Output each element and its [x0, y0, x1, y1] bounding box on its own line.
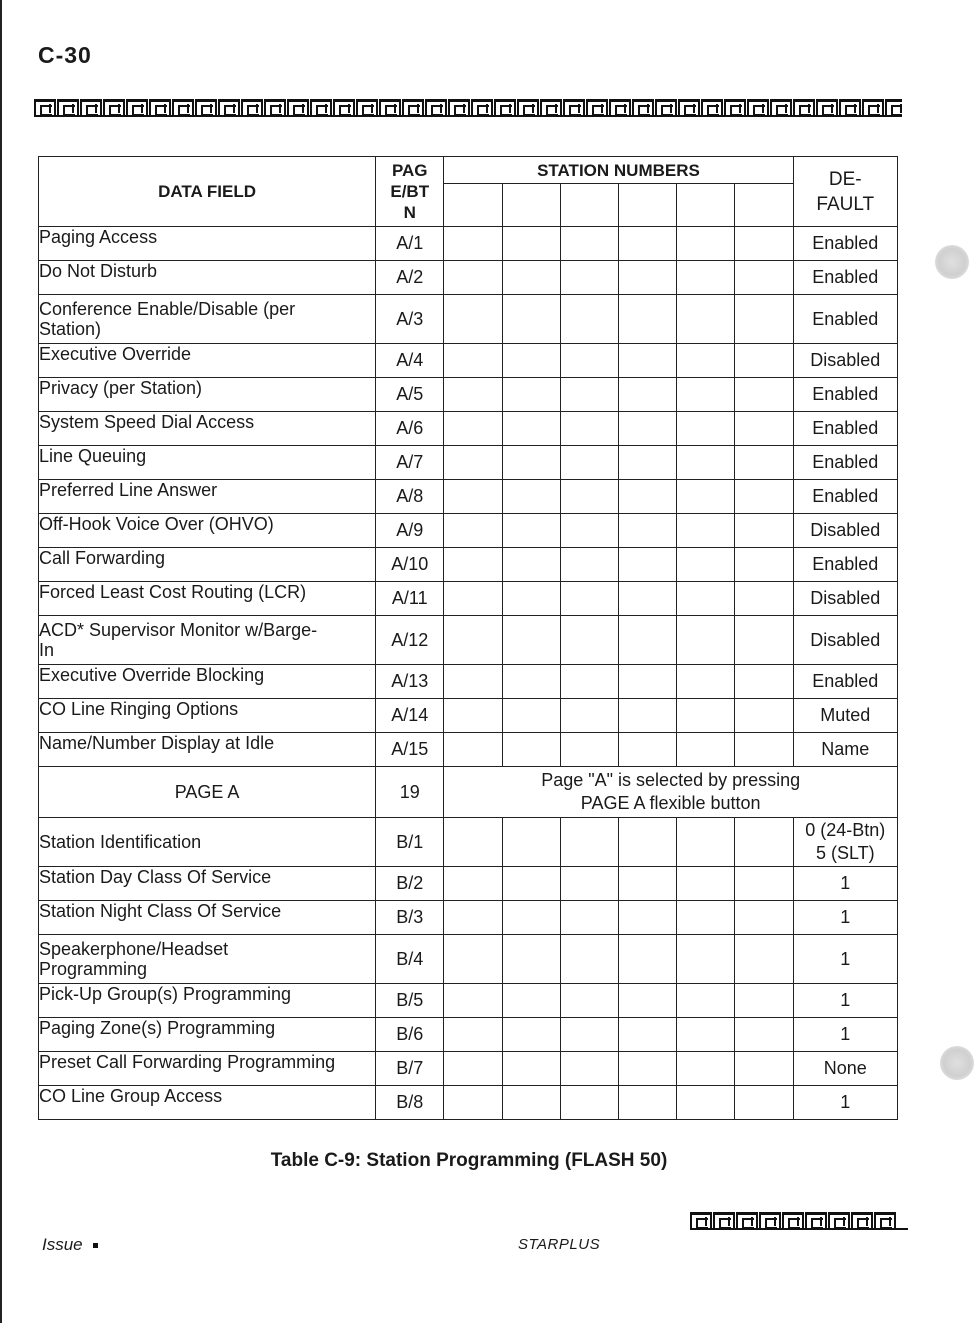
- station-entry-cell[interactable]: [735, 514, 793, 548]
- default-value-cell: Enabled: [793, 295, 897, 344]
- station-entry-cell[interactable]: [677, 227, 735, 261]
- table-row: [39, 480, 898, 514]
- data-field-cell: Speakerphone/Headset Programming: [39, 935, 376, 984]
- page-button-cell: B/5: [376, 984, 444, 1018]
- table-row: [39, 1052, 898, 1086]
- station-entry-cell[interactable]: [618, 261, 676, 295]
- page-button-cell: A/6: [376, 412, 444, 446]
- station-entry-cell[interactable]: [677, 548, 735, 582]
- data-field-cell: Paging Zone(s) Programming: [39, 1018, 376, 1052]
- station-entry-cell[interactable]: [735, 984, 793, 1018]
- station-entry-cell[interactable]: [677, 616, 735, 665]
- data-field-cell: Name/Number Display at Idle: [39, 733, 376, 767]
- station-entry-cell[interactable]: [560, 665, 618, 699]
- station-entry-cell[interactable]: [618, 984, 676, 1018]
- station-entry-cell[interactable]: [502, 480, 560, 514]
- station-entry-cell[interactable]: [502, 227, 560, 261]
- table-row: [39, 344, 898, 378]
- station-entry-cell[interactable]: [560, 733, 618, 767]
- station-entry-cell[interactable]: [444, 548, 502, 582]
- station-entry-cell[interactable]: [618, 480, 676, 514]
- page-button-cell: B/1: [376, 818, 444, 867]
- station-entry-cell[interactable]: [560, 227, 618, 261]
- station-entry-cell[interactable]: [735, 901, 793, 935]
- station-entry-cell[interactable]: [677, 818, 735, 867]
- table-row: [39, 295, 898, 344]
- default-value-cell: Enabled: [793, 412, 897, 446]
- station-entry-cell[interactable]: [677, 935, 735, 984]
- data-field-cell: Call Forwarding: [39, 548, 376, 582]
- station-entry-cell[interactable]: [502, 665, 560, 699]
- default-value-cell: 1: [793, 901, 897, 935]
- station-entry-cell[interactable]: [735, 1018, 793, 1052]
- station-entry-cell[interactable]: [618, 665, 676, 699]
- data-field-cell: Preset Call Forwarding Programming: [39, 1052, 376, 1086]
- station-entry-cell[interactable]: [502, 1018, 560, 1052]
- page-button-cell: A/1: [376, 227, 444, 261]
- station-entry-cell[interactable]: [560, 901, 618, 935]
- station-entry-cell[interactable]: [618, 227, 676, 261]
- page-button-cell: B/4: [376, 935, 444, 984]
- table-row: [39, 378, 898, 412]
- default-value-cell: 1: [793, 867, 897, 901]
- page-button-cell: B/6: [376, 1018, 444, 1052]
- station-entry-cell[interactable]: [502, 548, 560, 582]
- station-entry-cell[interactable]: [618, 818, 676, 867]
- table-row: [39, 446, 898, 480]
- station-entry-cell[interactable]: [677, 480, 735, 514]
- default-value-cell: 1: [793, 935, 897, 984]
- station-entry-cell[interactable]: [560, 548, 618, 582]
- table-row: [39, 514, 898, 548]
- station-entry-cell[interactable]: [677, 344, 735, 378]
- data-field-cell: Pick-Up Group(s) Programming: [39, 984, 376, 1018]
- page-button-cell: A/14: [376, 699, 444, 733]
- station-entry-cell[interactable]: [560, 378, 618, 412]
- station-entry-cell[interactable]: [735, 733, 793, 767]
- station-entry-cell[interactable]: [444, 514, 502, 548]
- data-field-cell: ACD* Supervisor Monitor w/Barge- In: [39, 616, 376, 665]
- station-number-cell[interactable]: [444, 184, 502, 227]
- page-button-cell: A/13: [376, 665, 444, 699]
- page-button-cell: A/4: [376, 344, 444, 378]
- station-entry-cell[interactable]: [502, 1086, 560, 1120]
- station-entry-cell[interactable]: [677, 1052, 735, 1086]
- station-entry-cell[interactable]: [677, 446, 735, 480]
- station-entry-cell[interactable]: [444, 1018, 502, 1052]
- station-entry-cell[interactable]: [618, 867, 676, 901]
- data-field-cell: Conference Enable/Disable (per Station): [39, 295, 376, 344]
- station-entry-cell[interactable]: [444, 480, 502, 514]
- page-a-label: PAGE A: [39, 767, 376, 818]
- station-entry-cell[interactable]: [444, 1086, 502, 1120]
- table-row: [39, 548, 898, 582]
- station-entry-cell[interactable]: [735, 412, 793, 446]
- station-entry-cell[interactable]: [618, 699, 676, 733]
- station-entry-cell[interactable]: [618, 514, 676, 548]
- station-entry-cell[interactable]: [444, 582, 502, 616]
- default-value-cell: Enabled: [793, 446, 897, 480]
- default-value-cell: Enabled: [793, 227, 897, 261]
- default-value-cell: Enabled: [793, 548, 897, 582]
- station-entry-cell[interactable]: [444, 227, 502, 261]
- page-button-cell: A/10: [376, 548, 444, 582]
- station-entry-cell[interactable]: [735, 582, 793, 616]
- station-entry-cell[interactable]: [618, 1086, 676, 1120]
- table-row: [39, 582, 898, 616]
- station-entry-cell[interactable]: [502, 446, 560, 480]
- station-entry-cell[interactable]: [677, 1018, 735, 1052]
- greek-key-border-bottom-icon: [690, 1212, 908, 1230]
- station-entry-cell[interactable]: [502, 616, 560, 665]
- station-entry-cell[interactable]: [444, 446, 502, 480]
- station-entry-cell[interactable]: [502, 733, 560, 767]
- station-entry-cell[interactable]: [502, 344, 560, 378]
- station-programming-table: [38, 156, 898, 1120]
- station-entry-cell[interactable]: [735, 548, 793, 582]
- station-entry-cell[interactable]: [444, 665, 502, 699]
- station-entry-cell[interactable]: [677, 582, 735, 616]
- station-entry-cell[interactable]: [444, 867, 502, 901]
- station-entry-cell[interactable]: [618, 378, 676, 412]
- default-value-cell: 1: [793, 1086, 897, 1120]
- station-number-cell[interactable]: [560, 184, 618, 227]
- station-entry-cell[interactable]: [735, 295, 793, 344]
- station-entry-cell[interactable]: [560, 818, 618, 867]
- default-value-cell: Disabled: [793, 344, 897, 378]
- greek-key-baseline: [34, 115, 902, 117]
- table-row: [39, 261, 898, 295]
- table-row: [39, 665, 898, 699]
- station-entry-cell[interactable]: [677, 378, 735, 412]
- greek-key-baseline: [690, 1228, 908, 1230]
- default-value-cell: 1: [793, 1018, 897, 1052]
- station-entry-cell[interactable]: [502, 901, 560, 935]
- default-value-cell: Disabled: [793, 514, 897, 548]
- default-value-cell: Disabled: [793, 582, 897, 616]
- data-field-cell: Station Day Class Of Service: [39, 867, 376, 901]
- station-entry-cell[interactable]: [677, 412, 735, 446]
- station-entry-cell[interactable]: [618, 733, 676, 767]
- data-field-cell: CO Line Group Access: [39, 1086, 376, 1120]
- footer-product-name: STARPLUS: [518, 1236, 601, 1253]
- station-entry-cell[interactable]: [618, 548, 676, 582]
- header-page-button: PAG E/BT N: [376, 157, 444, 227]
- default-value-cell: Enabled: [793, 261, 897, 295]
- station-entry-cell[interactable]: [618, 582, 676, 616]
- page-button-cell: A/11: [376, 582, 444, 616]
- station-entry-cell[interactable]: [677, 867, 735, 901]
- station-entry-cell[interactable]: [502, 582, 560, 616]
- station-entry-cell[interactable]: [677, 733, 735, 767]
- binder-hole-icon: [940, 1046, 974, 1080]
- station-entry-cell[interactable]: [444, 935, 502, 984]
- page-a-row: [39, 767, 898, 818]
- station-number-cell[interactable]: [677, 184, 735, 227]
- station-entry-cell[interactable]: [560, 867, 618, 901]
- page-button-cell: A/3: [376, 295, 444, 344]
- data-field-cell: Executive Override Blocking: [39, 665, 376, 699]
- page-left-edge-rule: [0, 0, 2, 1323]
- greek-key-border-top-icon: [34, 99, 902, 117]
- table-row: [39, 227, 898, 261]
- station-entry-cell[interactable]: [677, 295, 735, 344]
- table-row: [39, 616, 898, 665]
- table-row: [39, 984, 898, 1018]
- station-entry-cell[interactable]: [502, 1052, 560, 1086]
- station-entry-cell[interactable]: [560, 446, 618, 480]
- data-field-cell: Do Not Disturb: [39, 261, 376, 295]
- table-row: [39, 733, 898, 767]
- station-entry-cell[interactable]: [560, 480, 618, 514]
- default-value-cell: Enabled: [793, 378, 897, 412]
- station-entry-cell[interactable]: [618, 1052, 676, 1086]
- table-caption: Table C-9: Station Programming (FLASH 50): [270, 1150, 668, 1171]
- station-entry-cell[interactable]: [502, 935, 560, 984]
- header-station-numbers: STATION NUMBERS: [444, 157, 793, 184]
- page-button-cell: B/8: [376, 1086, 444, 1120]
- station-entry-cell[interactable]: [735, 699, 793, 733]
- header-default: DE- FAULT: [793, 157, 897, 227]
- table-row: [39, 412, 898, 446]
- station-entry-cell[interactable]: [618, 935, 676, 984]
- default-value-cell: Enabled: [793, 665, 897, 699]
- page-button-cell: A/8: [376, 480, 444, 514]
- binder-hole-icon: [935, 245, 969, 279]
- station-entry-cell[interactable]: [735, 935, 793, 984]
- data-field-cell: Preferred Line Answer: [39, 480, 376, 514]
- station-number-cell[interactable]: [735, 184, 793, 227]
- table-row: [39, 867, 898, 901]
- station-entry-cell[interactable]: [444, 616, 502, 665]
- page-number: C-30: [38, 42, 92, 68]
- table-row: [39, 1018, 898, 1052]
- station-entry-cell[interactable]: [618, 446, 676, 480]
- station-entry-cell[interactable]: [618, 295, 676, 344]
- station-entry-cell[interactable]: [502, 295, 560, 344]
- table-row: [39, 699, 898, 733]
- default-value-cell: Disabled: [793, 616, 897, 665]
- header-data-field: DATA FIELD: [39, 157, 376, 227]
- station-entry-cell[interactable]: [560, 344, 618, 378]
- station-entry-cell[interactable]: [444, 818, 502, 867]
- station-entry-cell[interactable]: [677, 261, 735, 295]
- table-row: [39, 935, 898, 984]
- station-entry-cell[interactable]: [677, 514, 735, 548]
- default-value-cell: Muted: [793, 699, 897, 733]
- page-a-note: Page "A" is selected by pressing PAGE A flexible button: [444, 767, 898, 818]
- station-entry-cell[interactable]: [560, 582, 618, 616]
- station-entry-cell[interactable]: [444, 261, 502, 295]
- station-entry-cell[interactable]: [502, 699, 560, 733]
- page-button-cell: A/5: [376, 378, 444, 412]
- data-field-cell: System Speed Dial Access: [39, 412, 376, 446]
- station-entry-cell[interactable]: [560, 984, 618, 1018]
- data-field-cell: Forced Least Cost Routing (LCR): [39, 582, 376, 616]
- table-row: [39, 901, 898, 935]
- footer-issue: [42, 1235, 98, 1255]
- default-value-cell: None: [793, 1052, 897, 1086]
- table-row: [39, 818, 898, 867]
- station-entry-cell[interactable]: [735, 378, 793, 412]
- data-field-cell: Paging Access: [39, 227, 376, 261]
- station-entry-cell[interactable]: [560, 616, 618, 665]
- station-entry-cell[interactable]: [444, 1052, 502, 1086]
- data-field-cell: Privacy (per Station): [39, 378, 376, 412]
- station-entry-cell[interactable]: [735, 344, 793, 378]
- page-a-button-number: 19: [376, 767, 444, 818]
- default-value-cell: Enabled: [793, 480, 897, 514]
- station-number-cell[interactable]: [618, 184, 676, 227]
- station-entry-cell[interactable]: [560, 1052, 618, 1086]
- station-entry-cell[interactable]: [618, 344, 676, 378]
- station-entry-cell[interactable]: [735, 1052, 793, 1086]
- station-entry-cell[interactable]: [444, 699, 502, 733]
- station-entry-cell[interactable]: [735, 480, 793, 514]
- data-field-cell: CO Line Ringing Options: [39, 699, 376, 733]
- station-entry-cell[interactable]: [560, 295, 618, 344]
- data-field-cell: Station Night Class Of Service: [39, 901, 376, 935]
- station-entry-cell[interactable]: [444, 295, 502, 344]
- station-entry-cell[interactable]: [735, 446, 793, 480]
- station-entry-cell[interactable]: [735, 818, 793, 867]
- station-entry-cell[interactable]: [502, 984, 560, 1018]
- data-field-cell: Executive Override: [39, 344, 376, 378]
- station-entry-cell[interactable]: [444, 412, 502, 446]
- station-entry-cell[interactable]: [735, 261, 793, 295]
- default-value-cell: Name: [793, 733, 897, 767]
- station-entry-cell[interactable]: [677, 1086, 735, 1120]
- default-value-cell: 1: [793, 984, 897, 1018]
- station-number-cell[interactable]: [502, 184, 560, 227]
- station-entry-cell[interactable]: [735, 867, 793, 901]
- page-button-cell: A/7: [376, 446, 444, 480]
- station-entry-cell[interactable]: [677, 665, 735, 699]
- station-entry-cell[interactable]: [677, 699, 735, 733]
- station-entry-cell[interactable]: [735, 227, 793, 261]
- station-entry-cell[interactable]: [560, 514, 618, 548]
- table-row: [39, 1086, 898, 1120]
- station-entry-cell[interactable]: [735, 1086, 793, 1120]
- station-entry-cell[interactable]: [502, 514, 560, 548]
- data-field-cell: Station Identification: [39, 818, 376, 867]
- default-value-cell: 0 (24-Btn) 5 (SLT): [793, 818, 897, 867]
- station-entry-cell[interactable]: [560, 261, 618, 295]
- station-entry-cell[interactable]: [560, 412, 618, 446]
- station-entry-cell[interactable]: [502, 412, 560, 446]
- page-button-cell: A/15: [376, 733, 444, 767]
- station-entry-cell[interactable]: [735, 616, 793, 665]
- station-entry-cell[interactable]: [502, 261, 560, 295]
- station-entry-cell[interactable]: [502, 818, 560, 867]
- page-button-cell: A/12: [376, 616, 444, 665]
- bullet-icon: [93, 1243, 98, 1248]
- page-button-cell: A/2: [376, 261, 444, 295]
- page-button-cell: B/2: [376, 867, 444, 901]
- data-field-cell: Line Queuing: [39, 446, 376, 480]
- footer-issue-label: Issue: [42, 1235, 83, 1254]
- station-entry-cell[interactable]: [560, 1018, 618, 1052]
- station-entry-cell[interactable]: [560, 935, 618, 984]
- station-entry-cell[interactable]: [560, 1086, 618, 1120]
- station-entry-cell[interactable]: [618, 1018, 676, 1052]
- station-entry-cell[interactable]: [444, 901, 502, 935]
- station-entry-cell[interactable]: [444, 344, 502, 378]
- station-entry-cell[interactable]: [502, 867, 560, 901]
- page-button-cell: B/3: [376, 901, 444, 935]
- page-button-cell: A/9: [376, 514, 444, 548]
- station-entry-cell[interactable]: [618, 616, 676, 665]
- page-button-cell: B/7: [376, 1052, 444, 1086]
- station-entry-cell[interactable]: [444, 984, 502, 1018]
- station-entry-cell[interactable]: [444, 733, 502, 767]
- station-entry-cell[interactable]: [677, 984, 735, 1018]
- station-entry-cell[interactable]: [502, 378, 560, 412]
- station-entry-cell[interactable]: [618, 412, 676, 446]
- station-entry-cell[interactable]: [444, 378, 502, 412]
- station-entry-cell[interactable]: [677, 901, 735, 935]
- station-entry-cell[interactable]: [735, 665, 793, 699]
- station-entry-cell[interactable]: [618, 901, 676, 935]
- data-field-cell: Off-Hook Voice Over (OHVO): [39, 514, 376, 548]
- station-entry-cell[interactable]: [560, 699, 618, 733]
